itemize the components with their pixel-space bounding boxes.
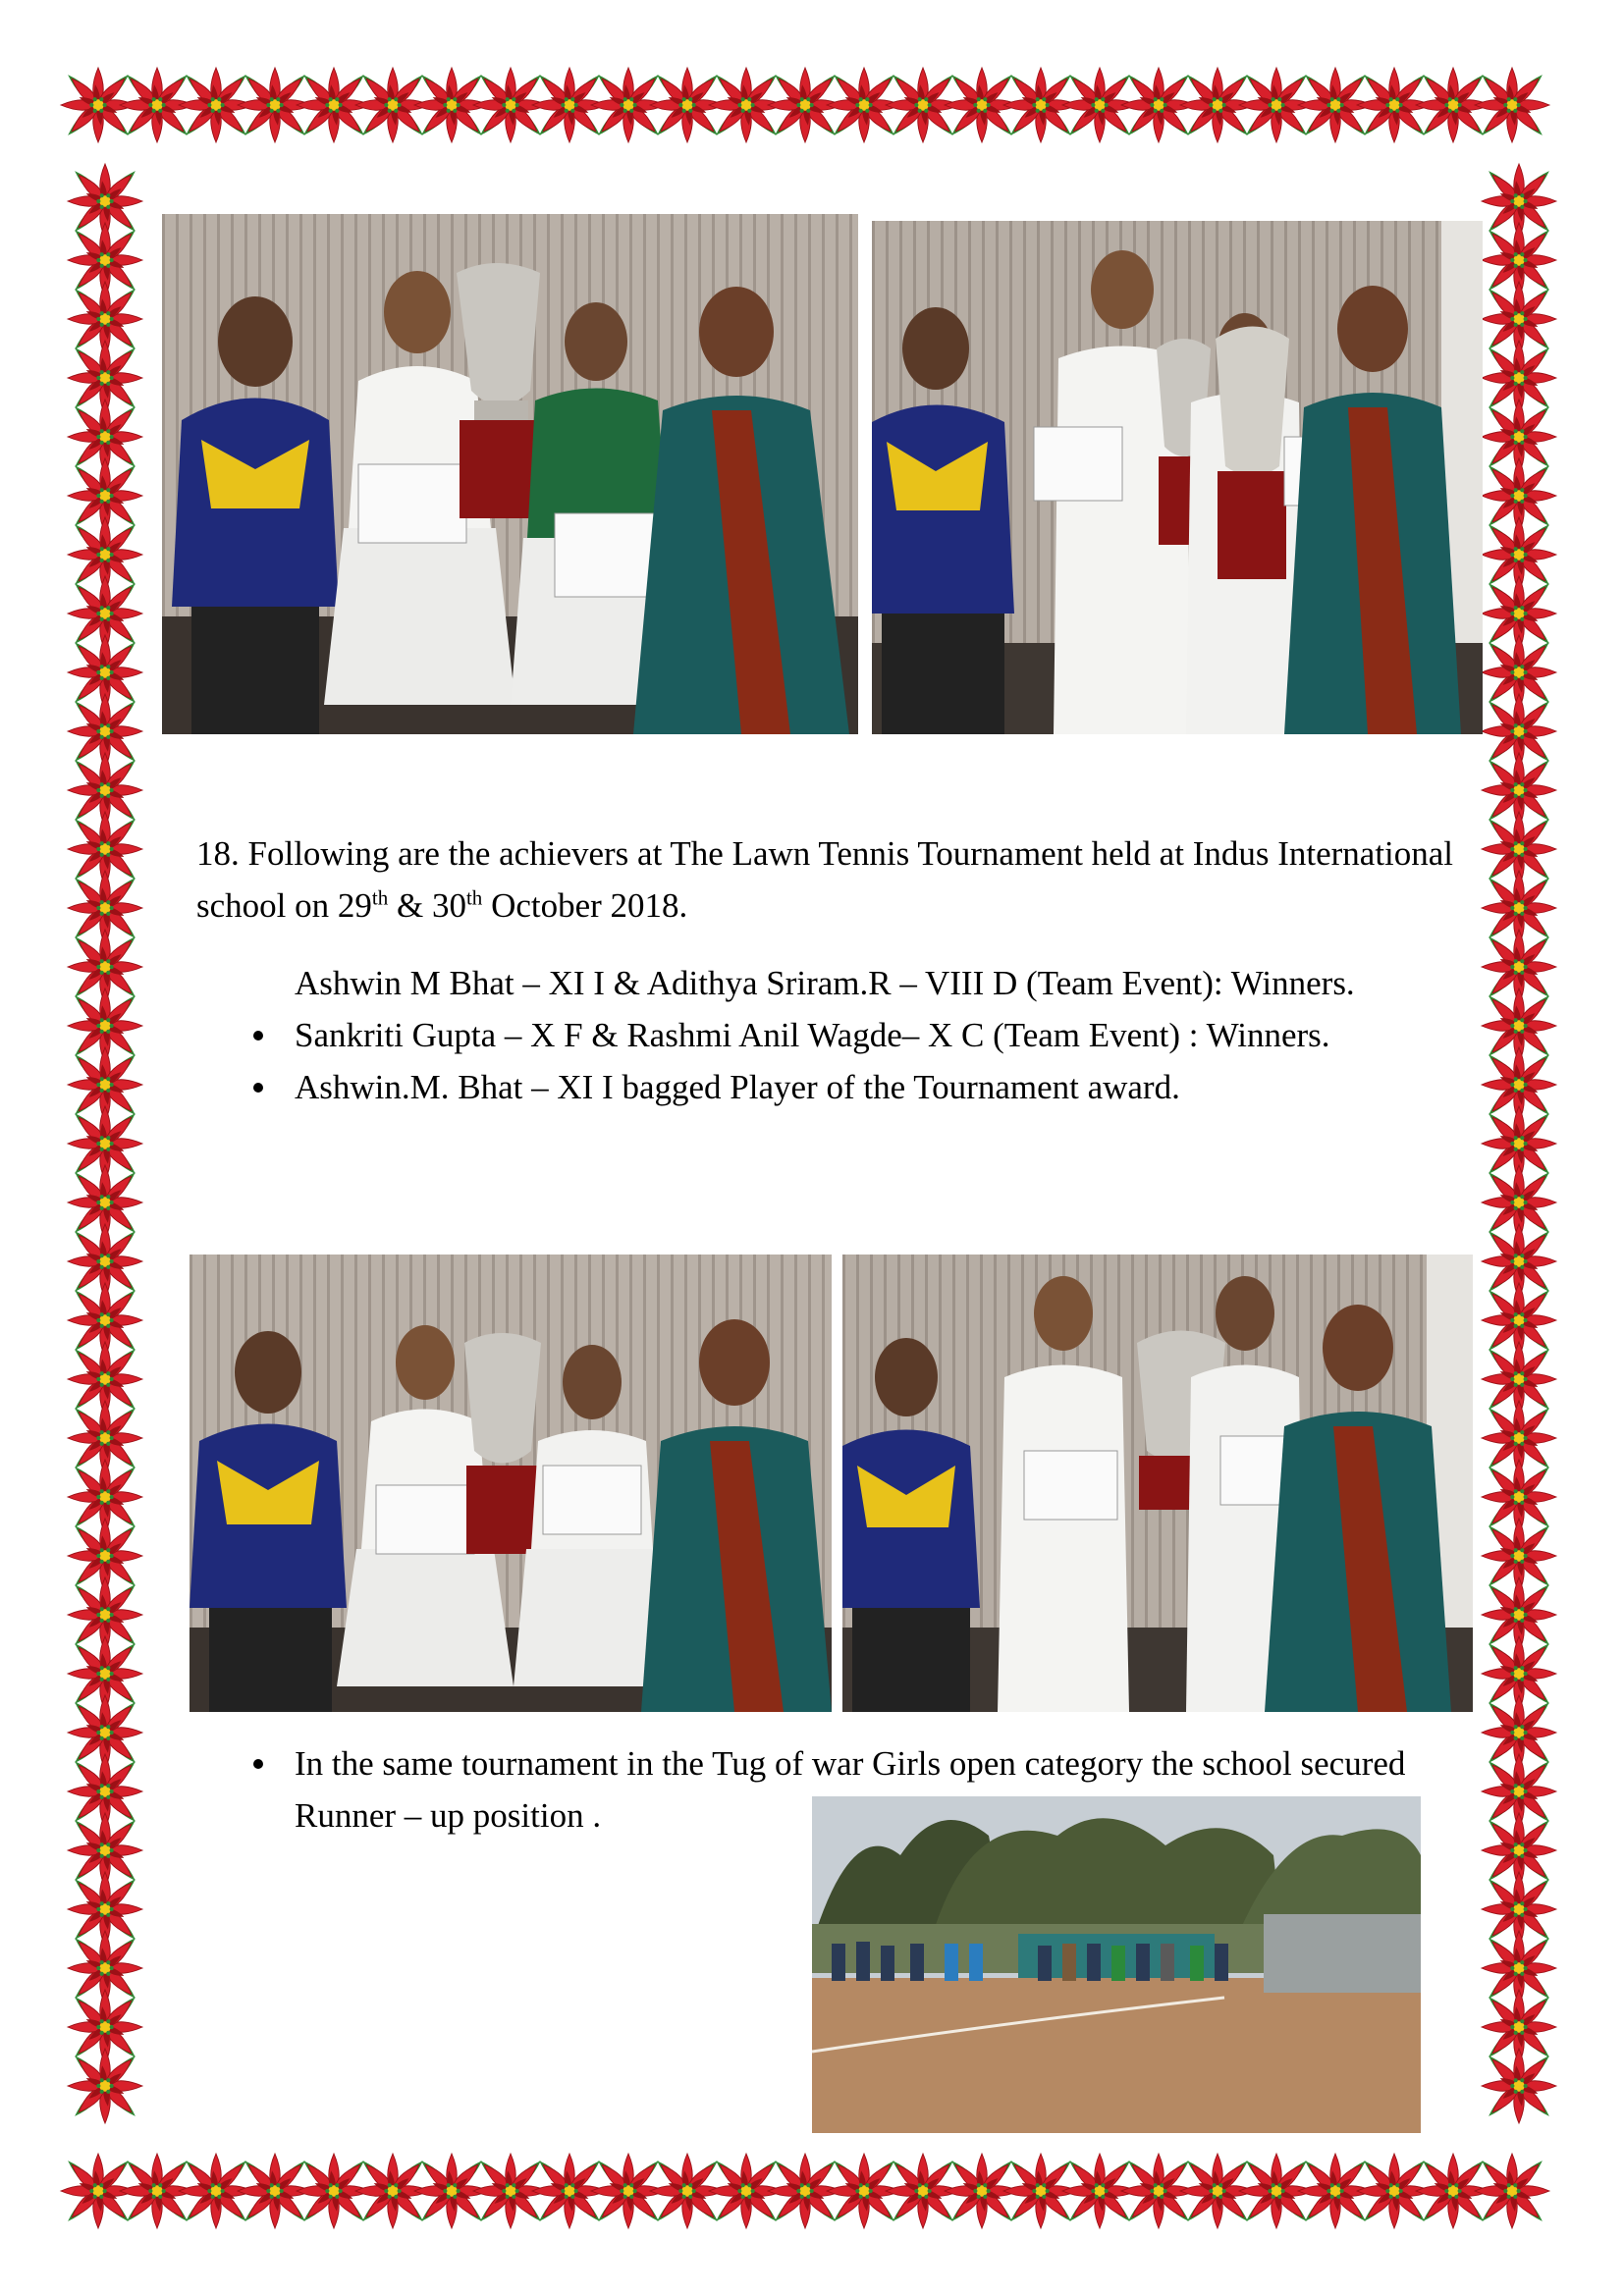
intro-text-3: October 2018. xyxy=(482,886,688,925)
photo-top-right xyxy=(872,221,1483,734)
photo-top-left xyxy=(162,214,858,734)
item-text: In the same tournament in the Tug of war Girls open category the school secured Runner – up position . xyxy=(295,1744,1406,1835)
item-text: Ashwin M Bhat – XI I & Adithya Sriram.R – VIII D (Team Event): Winners. xyxy=(295,964,1355,1002)
bullet-icon xyxy=(253,1759,263,1769)
photo-mid-right xyxy=(842,1255,1473,1712)
poinsettia-icon xyxy=(68,2049,142,2123)
achievers-list xyxy=(196,957,1375,1113)
border-left xyxy=(54,157,157,2140)
list-item xyxy=(196,957,1375,1009)
border-right xyxy=(1468,157,1571,2140)
bullet-icon xyxy=(253,1083,263,1093)
photo-bottom xyxy=(812,1796,1421,2133)
intro-text-2: & 30 xyxy=(388,886,466,925)
poinsettia-icon xyxy=(1475,2154,1549,2228)
intro-paragraph xyxy=(196,828,1463,932)
tug-of-war-list xyxy=(196,1737,1443,1842)
item-text: Sankriti Gupta – X F & Rashmi Anil Wagde– X C (Team Event) : Winners. xyxy=(295,1016,1330,1054)
list-item xyxy=(196,1009,1375,1061)
poinsettia-icon xyxy=(1475,68,1549,142)
border-bottom xyxy=(54,2140,1571,2243)
border-top xyxy=(54,54,1571,157)
list-item xyxy=(196,1061,1375,1113)
list-item xyxy=(196,1737,1443,1842)
bullet-icon xyxy=(253,1031,263,1041)
item-text: Ashwin.M. Bhat – XI I bagged Player of the Tournament award. xyxy=(295,1068,1180,1106)
poinsettia-icon xyxy=(1482,2049,1556,2123)
intro-sup-2: th xyxy=(465,885,483,910)
photo-mid-left xyxy=(189,1255,832,1712)
intro-sup-1: th xyxy=(371,885,389,910)
intro-text-1: 18. Following are the achievers at The Lawn Tennis Tournament held at Indus International school on 29 xyxy=(196,834,1454,925)
